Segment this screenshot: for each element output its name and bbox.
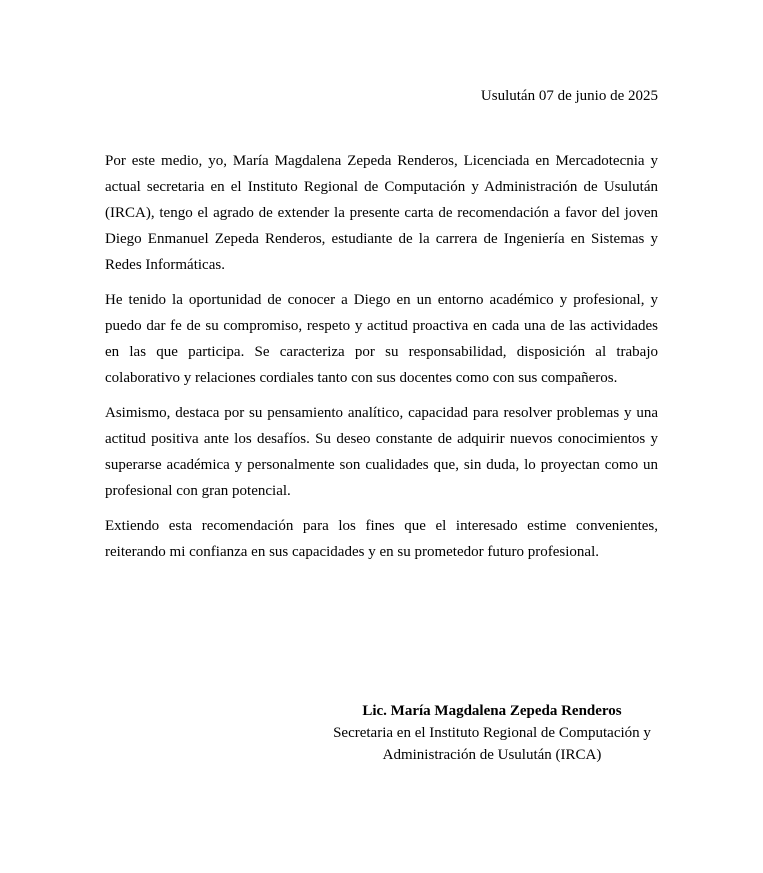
signatory-title-line-2: Administración de Usulután (IRCA) (382, 747, 602, 763)
signatory-title-line-1: Secretaria en el Instituto Regional de Computación y (333, 725, 651, 741)
letter-paragraph: Asimismo, destaca por su pensamiento analítico, capacidad para resolver problemas y una actitud positiva ante los desafíos. Su deseo constante de adquirir nuevos conocimientos y superarse académica y personalmente son cualidades que, sin duda, lo proyectan como un profesional con gran potencial. (105, 405, 658, 499)
letter-date: Usulután 07 de junio de 2025 (480, 88, 658, 104)
letter-paragraph: He tenido la oportunidad de conocer a Diego en un entorno académico y profesional, y puedo dar fe de su compromiso, respeto y actitud proactiva en cada una de las actividades en las que participa. Se caracteriza por su responsabilidad, disposición al trabajo colaborativo y relaciones cordiales tanto con sus docentes como con sus compañeros. (105, 292, 658, 386)
letter-paragraph: Por este medio, yo, María Magdalena Zepeda Renderos, Licenciada en Mercadotecnia y actual secretaria en el Instituto Regional de Computación y Administración de Usulután (IRCA), tengo el agrado de extender la presente carta de recomendación a favor del joven Diego Enmanuel Zepeda Renderos, estudiante de la carrera de Ingeniería en Sistemas y Redes Informáticas. (105, 153, 658, 273)
signatory-name: Lic. María Magdalena Zepeda Renderos (362, 703, 622, 719)
letter-paragraph: Extiendo esta recomendación para los fines que el interesado estime convenientes, reiterando mi confianza en sus capacidades y en su prometedor futuro profesional. (105, 518, 658, 560)
signature-block (322, 700, 662, 766)
letter-body (105, 148, 658, 574)
